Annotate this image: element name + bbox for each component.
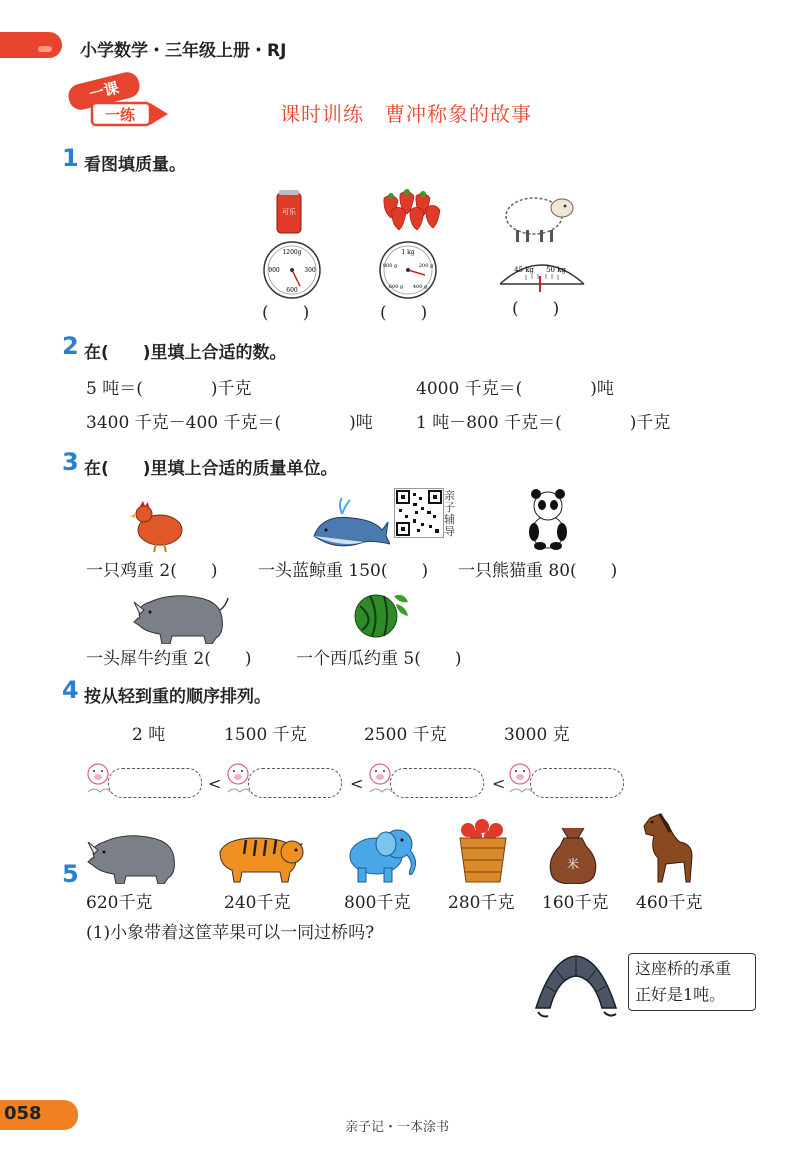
question-number: 3 <box>62 448 79 476</box>
header-bar <box>0 32 62 58</box>
svg-text:可乐: 可乐 <box>282 208 296 216</box>
fill-item[interactable]: 一只熊猫重 80( ) <box>458 561 618 581</box>
question-text: 按从轻到重的顺序排列。 <box>84 687 271 707</box>
svg-text:1 kg: 1 kg <box>401 249 415 256</box>
less-than-sign: < <box>208 774 222 793</box>
rice-sack-icon <box>546 826 600 884</box>
fill-item[interactable]: 一个西瓜约重 5( ) <box>296 649 462 669</box>
fill-item[interactable]: 1 吨－800 千克＝( )千克 <box>416 413 671 433</box>
watermelon-icon <box>350 590 412 638</box>
rhino-icon <box>86 826 182 884</box>
page-number: 058 <box>4 1103 42 1124</box>
answer-box-2[interactable] <box>248 768 342 798</box>
less-than-sign: < <box>350 774 364 793</box>
svg-text:200 g: 200 g <box>418 263 434 269</box>
scale-dial-2 <box>378 240 438 300</box>
weight-value: 1500 千克 <box>224 725 307 745</box>
question-text: 在( )里填上合适的数。 <box>84 343 287 363</box>
weight-value: 2 吨 <box>132 725 166 745</box>
rhino-icon <box>132 588 230 644</box>
panda-icon <box>526 488 570 550</box>
question-number: 2 <box>62 332 79 360</box>
tiger-icon <box>206 822 306 884</box>
pencil-icon <box>90 100 170 128</box>
fill-item[interactable]: 一头蓝鲸重 150( ) <box>258 561 429 581</box>
fill-item[interactable]: 4000 千克＝( )吨 <box>416 379 614 399</box>
weight-value: 2500 千克 <box>364 725 447 745</box>
svg-text:1200g: 1200g <box>282 249 302 256</box>
footer-text: 亲子记・一本涂书 <box>345 1120 450 1135</box>
question-text: 在( )里填上合适的质量单位。 <box>84 459 338 479</box>
header-bar-highlight <box>38 46 52 52</box>
lesson-title: 课时训练 曹冲称象的故事 <box>280 102 532 126</box>
svg-text:米: 米 <box>566 857 580 871</box>
weight-value: 3000 克 <box>504 725 570 745</box>
qr-code-icon[interactable] <box>394 488 444 538</box>
svg-text:800 g: 800 g <box>382 263 398 269</box>
svg-text:900: 900 <box>268 267 280 274</box>
fill-item[interactable]: 一头犀牛约重 2( ) <box>86 649 252 669</box>
answer-box-4[interactable] <box>530 768 624 798</box>
blue-whale-icon <box>312 496 390 554</box>
badge-top: 一课 <box>66 70 142 113</box>
svg-text:50 kg: 50 kg <box>546 266 566 274</box>
fill-item[interactable]: 一只鸡重 2( ) <box>86 561 218 581</box>
weight-label: 800千克 <box>344 893 411 913</box>
weight-label: 460千克 <box>636 893 703 913</box>
svg-text:600: 600 <box>286 287 298 294</box>
svg-text:400 g: 400 g <box>412 284 428 290</box>
answer-blank-2[interactable]: ( ) <box>380 303 428 323</box>
book-title: 小学数学・三年级上册・RJ <box>80 41 287 61</box>
bubble-line-1: 这座桥的承重 <box>635 959 732 978</box>
fill-item[interactable]: 5 吨＝( )千克 <box>86 379 252 399</box>
less-than-sign: < <box>492 774 506 793</box>
speech-bubble <box>628 953 756 1011</box>
answer-blank-3[interactable]: ( ) <box>512 299 560 319</box>
weight-label: 240千克 <box>224 893 291 913</box>
svg-text:45 kg: 45 kg <box>514 266 534 274</box>
weight-label: 620千克 <box>86 893 153 913</box>
fill-item[interactable]: 3400 千克－400 千克＝( )吨 <box>86 413 373 433</box>
weight-label: 280千克 <box>448 893 515 913</box>
horse-icon <box>640 812 696 884</box>
question-number: 4 <box>62 676 79 704</box>
chicken-icon <box>130 500 188 552</box>
strawberries-icon <box>378 188 442 232</box>
cola-can-icon <box>276 190 302 234</box>
scale-dial-1 <box>262 240 322 300</box>
bridge-icon <box>534 952 618 1022</box>
question-number: 1 <box>62 144 79 172</box>
question-text: 看图填质量。 <box>84 155 186 175</box>
sheep-icon <box>502 188 578 246</box>
answer-box-3[interactable] <box>390 768 484 798</box>
svg-text:600 g: 600 g <box>388 284 404 290</box>
bubble-line-2: 正好是1吨。 <box>635 985 726 1004</box>
qr-label: 亲子辅导 <box>444 489 455 538</box>
scale-dial-3 <box>496 254 588 294</box>
svg-text:300: 300 <box>304 267 316 274</box>
sub-question-1: (1)小象带着这筐苹果可以一同过桥吗? <box>86 923 375 943</box>
apple-basket-icon <box>456 816 510 884</box>
badge-bottom: 一练 <box>104 106 136 124</box>
question-number: 5 <box>62 860 79 888</box>
answer-box-1[interactable] <box>108 768 202 798</box>
answer-blank-1[interactable]: ( ) <box>262 303 310 323</box>
elephant-icon <box>336 822 424 884</box>
weight-label: 160千克 <box>542 893 609 913</box>
